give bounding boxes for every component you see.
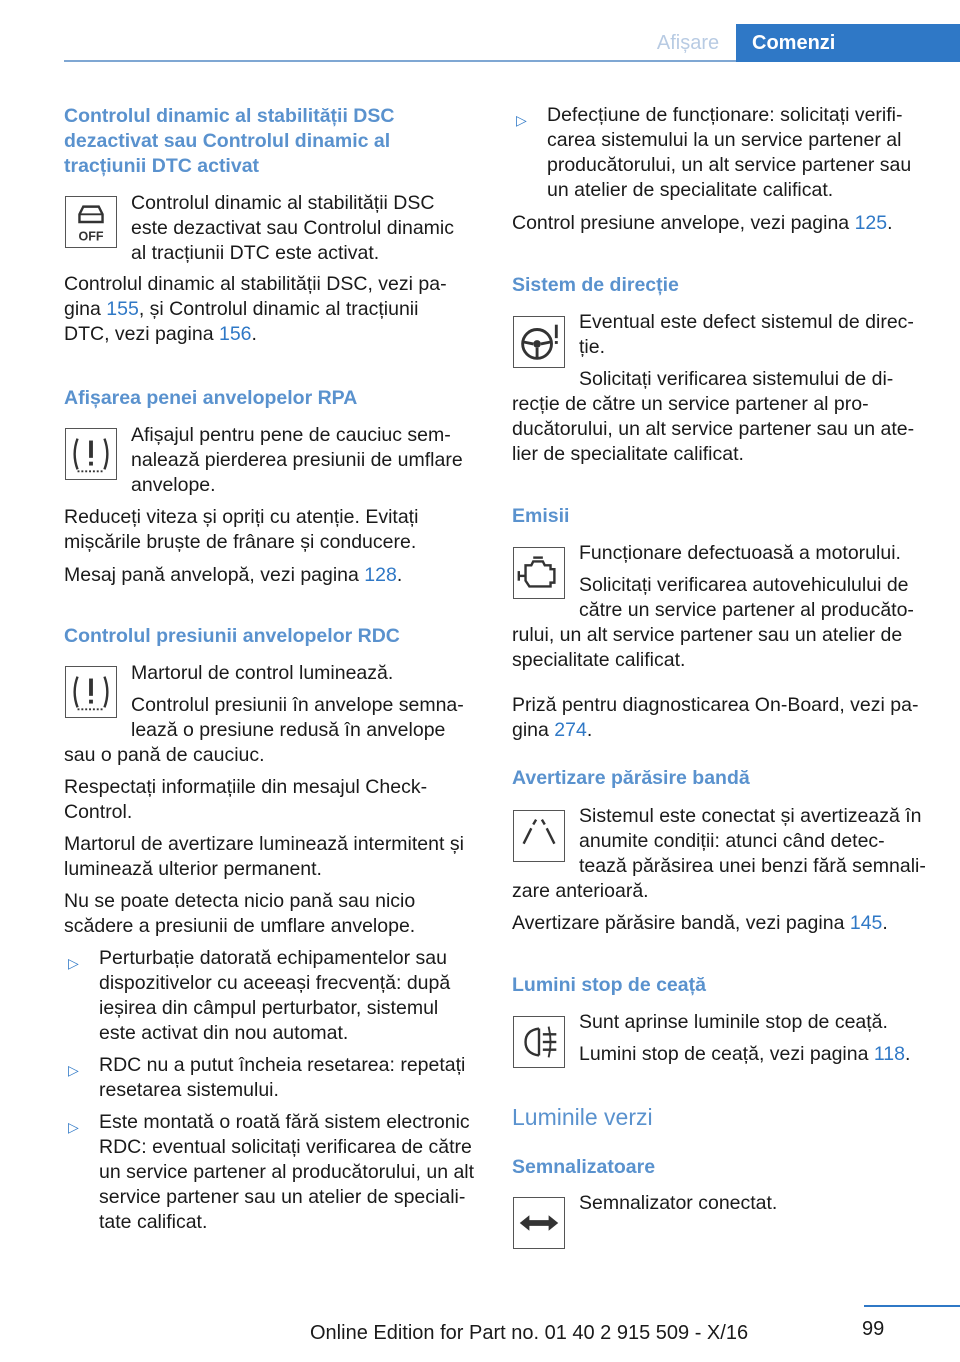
page-link-118[interactable]: 118 [873,1043,905,1065]
dsc-off-label: OFF [78,229,104,244]
edition-text: Online Edition for Part no. 01 40 2 915 509 - X/16 [310,1322,749,1344]
rdc-bullet-2: RDC nu a putut încheia resetarea: repetați resetarea sistemului. [99,1054,466,1101]
bullet-icon: ▷ [68,1119,79,1135]
page-link-125[interactable]: 125 [854,212,888,234]
lane-ref: Avertizare părăsire bandă, vezi pagina 145. [512,912,888,934]
footer-rule [864,1305,960,1307]
turn-signal-status: Semnalizator conectat. [579,1192,778,1214]
steering-heading: Sistem de direcție [512,274,679,296]
page-link-274[interactable]: 274 [554,719,587,741]
lane-departure-icon [513,810,565,862]
lane-desc-cont: zare anterioară. [512,880,649,902]
steering-advice-1: Solicitați verificarea sistemului de di- [579,368,894,390]
fog-status: Sunt aprinse luminile stop de ceață. [579,1011,888,1033]
bullet-icon: ▷ [68,955,79,971]
page-number: 99 [862,1318,885,1340]
page-link-128[interactable]: 128 [364,564,397,586]
rdc-warning-light: Martorul de avertizare luminează intermitent și luminează ulterior permanent. [64,833,464,880]
emissions-advice: Solicitați verificarea autovehiculului de către un service partener al producăto- [579,574,914,621]
page-link-145[interactable]: 145 [849,912,883,934]
steering-advice-2: recție de către un service partener al pro- ducătorului, un alt service partener sau un ate- lier de specialitate calificat. [512,393,915,465]
dsc-ref: Controlul dinamic al stabilității DSC, vezi pa- gina 155, și Controlul dinamic al tracțiunii DTC, vezi pagina 156. [64,273,447,345]
green-lights-heading: Luminile verzi [512,1104,653,1130]
fog-ref: Lumini stop de ceață, vezi pagina 118. [579,1043,911,1065]
steering-desc: Eventual este defect sistemul de direc- ție. [579,311,914,358]
tab-comenzi[interactable]: Comenzi [736,24,960,62]
steering-warning-icon [513,316,565,368]
rdc-status: Martorul de control luminează. [131,662,394,684]
page-link-155[interactable]: 155 [106,298,139,320]
lane-heading: Avertizare părăsire bandă [512,767,750,789]
emissions-heading: Emisii [512,505,570,527]
pressure-ref: Control presiune anvelope, vezi pagina 125. [512,212,893,234]
rdc-check-control: Respectați informațiile din mesajul Check- Control. [64,776,428,823]
bullet-icon: ▷ [516,112,527,128]
rdc-heading: Controlul presiunii anvelopelor RDC [64,625,400,647]
obd-ref: Priză pentru diagnosticarea On-Board, vezi pa- gina 274. [512,694,919,741]
rdc-bullet-3: Este montată o roată fără sistem electronic RDC: eventual solicitați verificarea de către un service partener al producătorului, un alt service partener sau un atelier de speciali- tate calificat. [99,1111,475,1233]
rdc-no-detection: Nu se poate detecta nicio pană sau nicio scădere a presiunii de umflare anvelope. [64,890,416,937]
fog-heading: Lumini stop de ceață [512,974,706,996]
emissions-status: Funcționare defectuoasă a motorului. [579,542,901,564]
rear-fog-light-icon [513,1016,565,1068]
rdc-desc-cont: sau o pană de cauciuc. [64,744,265,766]
rdc-desc: Controlul presiunii în anvelope semna- lează o presiune redusă în anvelope [131,694,464,741]
rpa-advice: Reduceți viteza și opriți cu atenție. Evitați mișcările bruște de frânare și conducere. [64,506,419,553]
engine-icon [513,547,565,599]
rdc-bullet-1: Perturbație datorată echipamentelor sau dispozitivelor cu aceeași frecvență: după ieșirea din câmpul perturbator, sistemul este activat din nou automat. [99,947,451,1044]
rpa-desc: Afișajul pentru pene de cauciuc sem- nalează pierderea presiunii de umflare anvelope. [131,424,463,496]
lane-desc: Sistemul este conectat și avertizează în anumite condiții: atunci când detec- tează părăsirea unei benzi fără semnali- [579,805,926,877]
bullet-icon: ▷ [68,1062,79,1078]
tire-pressure-warning-icon [65,428,117,480]
page-link-156[interactable]: 156 [218,323,252,345]
tab-afisare[interactable]: Afișare [656,32,720,54]
rpa-ref: Mesaj pană anvelopă, vezi pagina 128. [64,564,403,586]
turn-signal-icon [513,1197,565,1249]
emissions-advice-cont: rului, un alt service partener sau un atelier de specialitate calificat. [512,624,903,671]
rdc-warning-icon [65,666,117,718]
dsc-off-icon [65,196,117,248]
dsc-heading: Controlul dinamic al stabilității DSC dezactivat sau Controlul dinamic al tracțiunii DTC activat [64,105,395,177]
rpa-heading: Afișarea penei anvelopelor RPA [64,387,358,409]
rdc-bullet-4: Defecțiune de funcționare: solicitați verifi- carea sistemului la un service partener al producătorului, un alt service partener sau un atelier de specialitate calificat. [547,104,912,201]
dsc-desc: Controlul dinamic al stabilității DSC este dezactivat sau Controlul dinamic al tracțiunii DTC este activat. [131,192,454,264]
turn-signals-heading: Semnalizatoare [512,1156,656,1178]
